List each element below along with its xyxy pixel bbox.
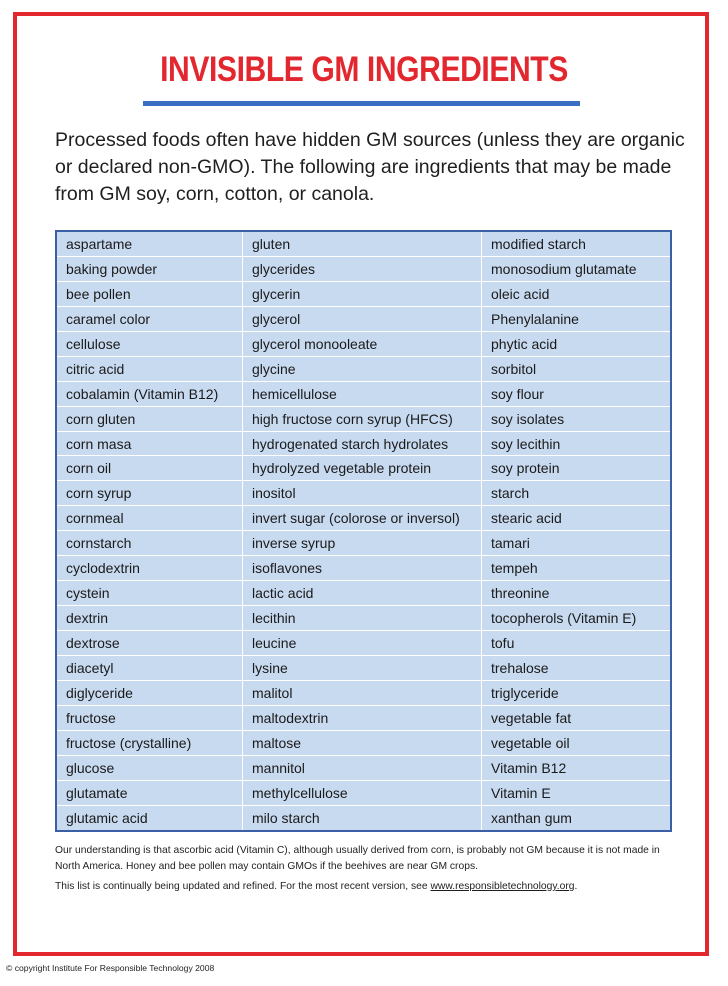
ingredient-cell: corn masa (57, 431, 243, 456)
ingredient-cell: inverse syrup (243, 531, 482, 556)
ingredient-cell: stearic acid (482, 506, 671, 531)
ingredient-cell: cyclodextrin (57, 556, 243, 581)
intro-paragraph: Processed foods often have hidden GM sources (unless they are organic or declared non-GMO). The following are ingredients that may be made from GM soy, corn, cotton, or canola. (55, 129, 685, 205)
ingredient-cell: invert sugar (colorose or inversol) (243, 506, 482, 531)
table-row (57, 331, 670, 356)
ingredient-cell: maltose (243, 731, 482, 756)
ingredient-cell: corn gluten (57, 406, 243, 431)
table-row (57, 256, 670, 281)
footnote: Our understanding is that ascorbic acid (Vitamin C), although usually derived from corn, is probably not GM because it is not made in North America. Honey and bee pollen may contain GMOs if the beehives are near GM crops. (55, 845, 660, 872)
ingredient-cell: glucose (57, 756, 243, 781)
ingredient-cell: soy protein (482, 456, 671, 481)
ingredient-cell: phytic acid (482, 331, 671, 356)
table-row (57, 531, 670, 556)
title-underline (143, 101, 580, 106)
ingredient-cell: soy flour (482, 381, 671, 406)
table-row (57, 431, 670, 456)
ingredient-cell: high fructose corn syrup (HFCS) (243, 406, 482, 431)
ingredient-cell: caramel color (57, 306, 243, 331)
table-row (57, 681, 670, 706)
ingredient-cell: hemicellulose (243, 381, 482, 406)
ingredient-cell: mannitol (243, 756, 482, 781)
copyright-notice: © copyright Institute For Responsible Technology 2008 (6, 963, 215, 973)
ingredient-cell: cystein (57, 581, 243, 606)
ingredient-cell: lactic acid (243, 581, 482, 606)
table-row (57, 306, 670, 331)
table-row (57, 756, 670, 781)
table-row (57, 581, 670, 606)
table-row (57, 381, 670, 406)
table-row (57, 356, 670, 381)
ingredient-cell: cellulose (57, 331, 243, 356)
ingredient-cell: baking powder (57, 256, 243, 281)
ingredient-cell: lecithin (243, 606, 482, 631)
ingredient-cell: hydrolyzed vegetable protein (243, 456, 482, 481)
ingredient-cell: inositol (243, 481, 482, 506)
ingredient-cell: modified starch (482, 232, 671, 256)
ingredient-cell: sorbitol (482, 356, 671, 381)
table-row (57, 232, 670, 256)
table-row (57, 406, 670, 431)
ingredient-cell: vegetable fat (482, 706, 671, 731)
ingredient-cell: glycerol monooleate (243, 331, 482, 356)
ingredient-cell: maltodextrin (243, 706, 482, 731)
ingredient-cell: fructose (57, 706, 243, 731)
ingredient-cell: soy lecithin (482, 431, 671, 456)
ingredient-cell: triglyceride (482, 681, 671, 706)
ingredient-cell: methylcellulose (243, 781, 482, 806)
ingredient-cell: diglyceride (57, 681, 243, 706)
ingredient-cell: monosodium glutamate (482, 256, 671, 281)
ingredient-cell: isoflavones (243, 556, 482, 581)
ingredient-cell: glycerides (243, 256, 482, 281)
ingredient-cell: hydrogenated starch hydrolates (243, 431, 482, 456)
ingredient-cell: milo starch (243, 806, 482, 830)
ingredient-cell: corn syrup (57, 481, 243, 506)
update-note (55, 880, 680, 894)
ingredient-cell: dextrose (57, 631, 243, 656)
ingredient-cell: Vitamin B12 (482, 756, 671, 781)
table-row (57, 456, 670, 481)
table-row (57, 556, 670, 581)
ingredient-cell: tocopherols (Vitamin E) (482, 606, 671, 631)
ingredient-cell: lysine (243, 656, 482, 681)
ingredient-cell: glycerin (243, 281, 482, 306)
ingredient-cell: cobalamin (Vitamin B12) (57, 381, 243, 406)
ingredient-cell: trehalose (482, 656, 671, 681)
ingredient-cell: soy isolates (482, 406, 671, 431)
ingredient-cell: Vitamin E (482, 781, 671, 806)
table-row (57, 631, 670, 656)
ingredient-cell: oleic acid (482, 281, 671, 306)
table-row (57, 806, 670, 830)
ingredient-cell: glutamic acid (57, 806, 243, 830)
table-row (57, 281, 670, 306)
table-row (57, 606, 670, 631)
ingredient-cell: glycerol (243, 306, 482, 331)
ingredient-cell: cornstarch (57, 531, 243, 556)
ingredients-table (55, 230, 672, 832)
table-row (57, 781, 670, 806)
ingredient-cell: aspartame (57, 232, 243, 256)
ingredient-cell: threonine (482, 581, 671, 606)
table-row (57, 481, 670, 506)
ingredient-cell: fructose (crystalline) (57, 731, 243, 756)
ingredient-cell: diacetyl (57, 656, 243, 681)
ingredient-cell: citric acid (57, 356, 243, 381)
ingredient-cell: tamari (482, 531, 671, 556)
update-note-end: . (574, 881, 578, 892)
ingredient-cell: cornmeal (57, 506, 243, 531)
ingredient-cell: tofu (482, 631, 671, 656)
ingredient-cell: glutamate (57, 781, 243, 806)
ingredient-cell: leucine (243, 631, 482, 656)
ingredient-cell: gluten (243, 232, 482, 256)
table-row (57, 506, 670, 531)
update-note-text: This list is continually being updated and refined. For the most recent version, see (55, 881, 431, 892)
ingredient-cell: Phenylalanine (482, 306, 671, 331)
ingredient-cell: xanthan gum (482, 806, 671, 830)
ingredient-cell: bee pollen (57, 281, 243, 306)
table-row (57, 706, 670, 731)
website-link[interactable]: www.responsibletechnology.org (430, 881, 575, 892)
ingredient-cell: corn oil (57, 456, 243, 481)
ingredient-cell: vegetable oil (482, 731, 671, 756)
ingredients-table-body (57, 232, 670, 830)
table-row (57, 656, 670, 681)
ingredient-cell: tempeh (482, 556, 671, 581)
table-row (57, 731, 670, 756)
ingredient-cell: dextrin (57, 606, 243, 631)
ingredient-cell: starch (482, 481, 671, 506)
ingredient-cell: malitol (243, 681, 482, 706)
ingredient-cell: glycine (243, 356, 482, 381)
page-title: INVISIBLE GM INGREDIENTS (160, 50, 568, 89)
